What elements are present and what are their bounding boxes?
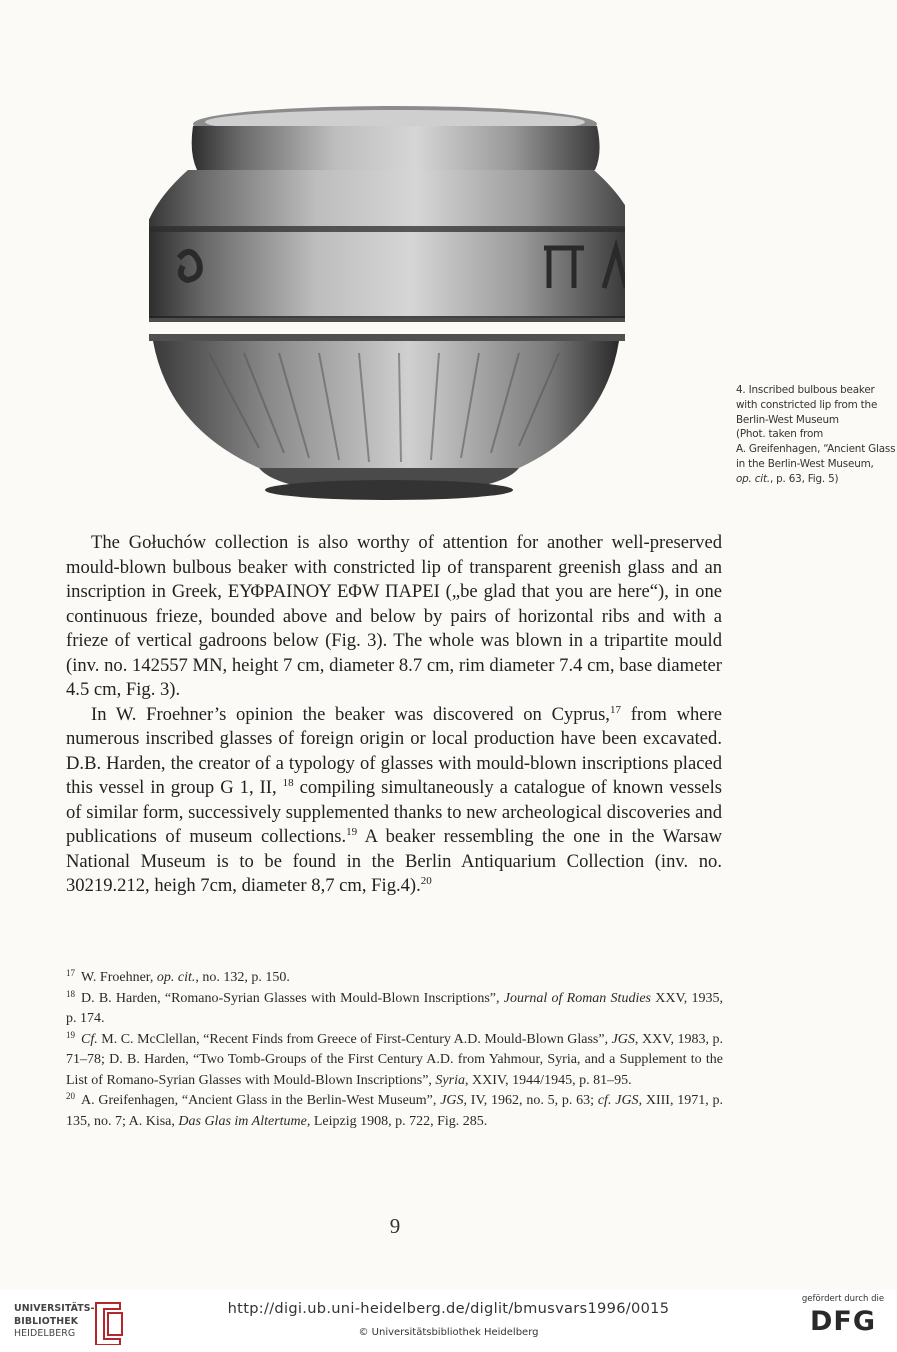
caption-line: Berlin-West Museum bbox=[736, 413, 839, 426]
footnote bbox=[66, 1091, 723, 1132]
footnote-text: , XIII, 1971, p. 135, no. 7; A. Kisa, bbox=[66, 1093, 723, 1129]
p2-text: compiling simultaneously a catalogue of known vessels of similar form, successively supplemented thanks to new archeological discoveries and publications of museum collections. bbox=[66, 777, 723, 847]
footnote-text: D. B. Harden, “Romano-Syrian Glasses with Mould-Blown Inscriptions”, bbox=[81, 990, 504, 1006]
footnote-italic: Das Glas im Altertume bbox=[178, 1113, 307, 1129]
library-name-line: HEIDELBERG bbox=[14, 1328, 76, 1340]
footnote bbox=[66, 1030, 723, 1092]
paragraph-1: The Gołuchów collection is also worthy of attention for another well-preserved mould-blown bulbous beaker with constricted lip of transparent greenish glass and an inscription in Greek, ΕΥΦΡΑΙΝΟΥ ΕΦW ΠΑΡΕΙ („be glad that you are here“), in one continuous frieze, bounded above and below by pairs of horizontal ribs and with a frieze of vertical gadroons below (Fig. 3). The whole was blown in a tripartite mould (inv. no. 142557 MN, height 7 cm, diameter 8.7 cm, rim diameter 7.4 cm, base diameter 4.5 cm, Fig. 3). bbox=[66, 532, 722, 700]
footnote-italic: Cf. bbox=[81, 1031, 98, 1047]
footnote-italic: cf. JGS bbox=[597, 1093, 639, 1108]
footnote-number: 19 bbox=[66, 1029, 75, 1040]
footnote-italic: Journal of Roman Studies bbox=[503, 990, 651, 1006]
caption-line: A. Greifenhagen, “Ancient Glass bbox=[736, 443, 896, 456]
copyright-notice: © Universitätsbibliothek Heidelberg bbox=[358, 1327, 539, 1338]
body-text bbox=[66, 531, 722, 899]
dfg-logo[interactable] bbox=[798, 1294, 888, 1344]
footnotes bbox=[66, 968, 723, 1132]
footnote-text: A. Greifenhagen, “Ancient Glass in the Berlin-West Museum”, bbox=[81, 1093, 441, 1108]
footnote-text: , XXV, 1983, p. 71–78; D. B. Harden, “Two Tomb-Groups of the First Century A.D. from Yahmour, Syria, and a Supplement to the List of Romano-Syrian Glasses with Mould-Blown Inscriptions”, bbox=[66, 1031, 723, 1088]
footnote-text: , XXIV, 1944/1945, p. 81–95. bbox=[464, 1072, 632, 1088]
beaker-photo-icon bbox=[149, 98, 625, 506]
page-number: 9 bbox=[389, 1214, 401, 1238]
figure-caption bbox=[736, 383, 896, 487]
p2-text: A beaker ressembling the one in the Warsaw National Museum is to be found in the Berlin Antiquarium Collection (inv. no. 30219.212, heigh 7cm, diameter 8,7 cm, Fig.4). bbox=[66, 826, 722, 896]
caption-rest: , p. 63, Fig. 5) bbox=[769, 472, 839, 485]
footnote-italic: Syria bbox=[435, 1072, 465, 1088]
caption-line: 4. Inscribed bulbous beaker bbox=[736, 384, 875, 396]
footnote-italic: JGS bbox=[440, 1093, 464, 1108]
footnote bbox=[66, 989, 723, 1030]
paragraph-2 bbox=[66, 703, 722, 899]
footnote-italic: op. cit. bbox=[156, 970, 196, 985]
caption-line: (Phot. taken from bbox=[736, 428, 824, 441]
library-name-line: BIBLIOTHEK bbox=[14, 1315, 79, 1327]
footnote-text: XXV, 1935, p. 174. bbox=[66, 990, 724, 1026]
caption-italic: op. cit. bbox=[736, 472, 770, 485]
footnote-italic: JGS bbox=[611, 1031, 635, 1047]
dfg-label: gefördert durch die bbox=[801, 1294, 885, 1304]
p2-text: In W. Froehner’s opinion the beaker was discovered on Cyprus, bbox=[91, 703, 610, 725]
footnote-number: 18 bbox=[66, 988, 75, 999]
dfg-mark: DFG bbox=[809, 1306, 877, 1337]
footnote-text: , no. 132, p. 150. bbox=[195, 970, 290, 985]
footnote-number: 20 bbox=[66, 1091, 75, 1101]
footnote bbox=[66, 968, 723, 989]
footnote-ref[interactable]: 18 bbox=[282, 777, 294, 789]
footnote-ref[interactable]: 20 bbox=[420, 875, 432, 887]
caption-line: in the Berlin-West Museum, bbox=[736, 457, 874, 470]
caption-line: with constricted lip from the bbox=[736, 398, 878, 411]
footnote-text: M. C. McClellan, “Recent Finds from Greece of First-Century A.D. Mould-Blown Glass”, bbox=[97, 1031, 612, 1047]
footnote-text: , IV, 1962, no. 5, p. 63; bbox=[463, 1093, 598, 1108]
footnote-ref[interactable]: 17 bbox=[609, 703, 621, 716]
page-url-link[interactable]: http://digi.ub.uni-heidelberg.de/diglit/bmusvars1996/0015 bbox=[227, 1300, 670, 1317]
footnote-text: W. Froehner, bbox=[81, 970, 157, 985]
footnote-text: , Leipzig 1908, p. 722, Fig. 285. bbox=[306, 1113, 488, 1129]
caption-line bbox=[736, 472, 886, 487]
p2-text: from where numerous inscribed glasses of foreign origin or local production have been excavated. D.B. Harden, the creator of a typology of glasses with mould-blown inscriptions placed this vessel in group G 1, II, bbox=[66, 703, 723, 798]
footnote-number: 17 bbox=[66, 968, 75, 978]
library-name-line: UNIVERSITÄTS- bbox=[14, 1303, 95, 1314]
footnote-ref[interactable]: 19 bbox=[346, 826, 358, 838]
